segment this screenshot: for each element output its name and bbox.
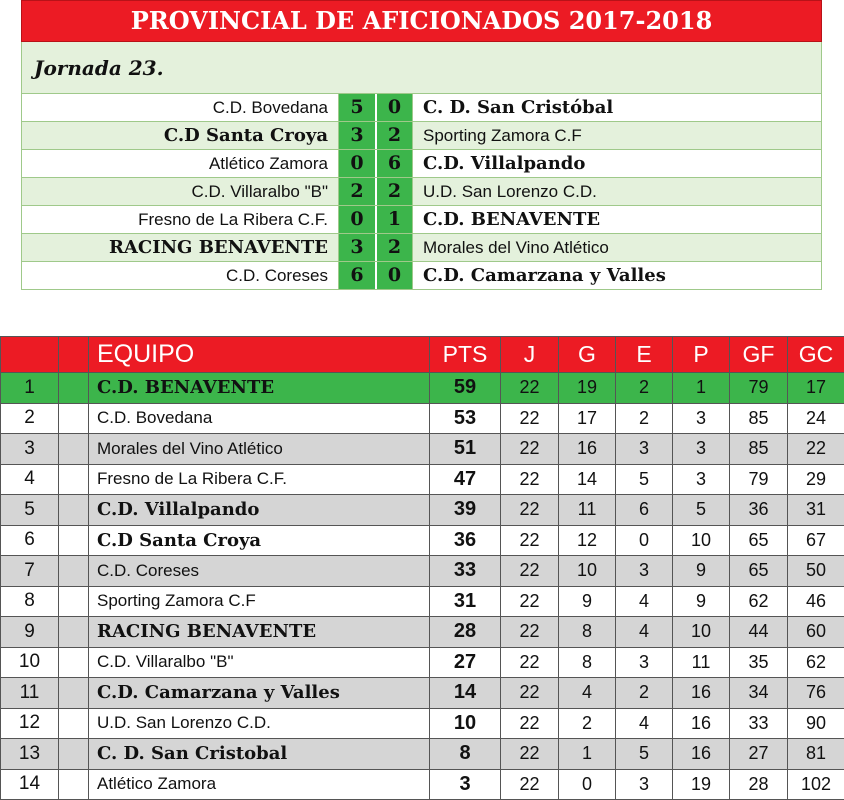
home-goals: 2	[338, 178, 375, 205]
home-goals: 3	[338, 122, 375, 149]
points-cell: 8	[430, 739, 501, 770]
match-row	[21, 234, 822, 262]
drawn-cell: 2	[616, 678, 673, 709]
won-cell: 0	[559, 769, 616, 800]
blank-cell	[59, 495, 89, 526]
away-team: C. D. San Cristóbal	[412, 94, 821, 121]
away-goals: 2	[375, 234, 412, 261]
header-e: E	[616, 337, 673, 373]
lost-cell: 5	[673, 495, 730, 526]
header-gf: GF	[730, 337, 788, 373]
away-goals: 6	[375, 150, 412, 177]
team-cell: C.D. Coreses	[89, 556, 430, 587]
table-row	[1, 769, 844, 800]
points-cell: 53	[430, 403, 501, 434]
won-cell: 2	[559, 708, 616, 739]
match-row	[21, 122, 822, 150]
drawn-cell: 3	[616, 647, 673, 678]
goals-against-cell: 31	[788, 495, 844, 526]
goals-for-cell: 62	[730, 586, 788, 617]
drawn-cell: 4	[616, 617, 673, 648]
team-cell: C.D Santa Croya	[89, 525, 430, 556]
won-cell: 12	[559, 525, 616, 556]
blank-cell	[59, 373, 89, 404]
lost-cell: 1	[673, 373, 730, 404]
away-goals: 2	[375, 122, 412, 149]
home-goals: 6	[338, 262, 375, 289]
points-cell: 39	[430, 495, 501, 526]
goals-against-cell: 67	[788, 525, 844, 556]
match-row	[21, 150, 822, 178]
position-cell: 6	[1, 525, 59, 556]
home-goals: 3	[338, 234, 375, 261]
won-cell: 8	[559, 617, 616, 648]
blank-cell	[59, 464, 89, 495]
drawn-cell: 6	[616, 495, 673, 526]
points-cell: 28	[430, 617, 501, 648]
goals-against-cell: 29	[788, 464, 844, 495]
played-cell: 22	[501, 678, 559, 709]
points-cell: 33	[430, 556, 501, 587]
home-team: Atlético Zamora	[208, 154, 328, 173]
match-list	[21, 94, 822, 290]
match-row	[21, 206, 822, 234]
played-cell: 22	[501, 373, 559, 404]
won-cell: 4	[559, 678, 616, 709]
points-cell: 36	[430, 525, 501, 556]
played-cell: 22	[501, 739, 559, 770]
home-team: Fresno de La Ribera C.F.	[138, 210, 328, 229]
drawn-cell: 2	[616, 403, 673, 434]
team-cell: C.D. Bovedana	[89, 403, 430, 434]
team-cell: C.D. Villaralbo "B"	[89, 647, 430, 678]
team-cell: C.D. BENAVENTE	[89, 373, 430, 404]
goals-against-cell: 60	[788, 617, 844, 648]
blank-cell	[59, 769, 89, 800]
team-cell: U.D. San Lorenzo C.D.	[89, 708, 430, 739]
goals-against-cell: 76	[788, 678, 844, 709]
drawn-cell: 4	[616, 586, 673, 617]
position-cell: 11	[1, 678, 59, 709]
points-cell: 51	[430, 434, 501, 465]
lost-cell: 11	[673, 647, 730, 678]
goals-for-cell: 65	[730, 525, 788, 556]
blank-cell	[59, 647, 89, 678]
lost-cell: 10	[673, 525, 730, 556]
goals-against-cell: 22	[788, 434, 844, 465]
header-team: EQUIPO	[89, 337, 430, 373]
results-panel	[21, 0, 822, 290]
home-team: C.D. Villaralbo "B"	[191, 182, 328, 201]
lost-cell: 9	[673, 586, 730, 617]
position-cell: 14	[1, 769, 59, 800]
lost-cell: 16	[673, 708, 730, 739]
played-cell: 22	[501, 708, 559, 739]
team-cell: C. D. San Cristobal	[89, 739, 430, 770]
played-cell: 22	[501, 434, 559, 465]
away-team: C.D. Villalpando	[412, 150, 821, 177]
away-goals: 0	[375, 94, 412, 121]
drawn-cell: 3	[616, 556, 673, 587]
table-row	[1, 678, 844, 709]
blank-cell	[59, 434, 89, 465]
points-cell: 3	[430, 769, 501, 800]
goals-for-cell: 27	[730, 739, 788, 770]
lost-cell: 9	[673, 556, 730, 587]
won-cell: 19	[559, 373, 616, 404]
lost-cell: 3	[673, 403, 730, 434]
won-cell: 1	[559, 739, 616, 770]
lost-cell: 3	[673, 434, 730, 465]
away-goals: 0	[375, 262, 412, 289]
home-team: C.D. Bovedana	[212, 98, 328, 117]
lost-cell: 3	[673, 464, 730, 495]
away-team: C.D. Camarzana y Valles	[412, 262, 821, 289]
goals-against-cell: 24	[788, 403, 844, 434]
table-row	[1, 586, 844, 617]
jornada-label: Jornada 23.	[21, 42, 822, 94]
position-cell: 1	[1, 373, 59, 404]
won-cell: 8	[559, 647, 616, 678]
position-cell: 7	[1, 556, 59, 587]
position-cell: 9	[1, 617, 59, 648]
drawn-cell: 4	[616, 708, 673, 739]
team-cell: Morales del Vino Atlético	[89, 434, 430, 465]
blank-cell	[59, 739, 89, 770]
points-cell: 31	[430, 586, 501, 617]
drawn-cell: 3	[616, 769, 673, 800]
drawn-cell: 0	[616, 525, 673, 556]
goals-against-cell: 50	[788, 556, 844, 587]
match-row	[21, 178, 822, 206]
away-goals: 2	[375, 178, 412, 205]
away-team: C.D. BENAVENTE	[412, 206, 821, 233]
table-row	[1, 495, 844, 526]
team-cell: C.D. Camarzana y Valles	[89, 678, 430, 709]
header-g: G	[559, 337, 616, 373]
match-row	[21, 262, 822, 290]
page-title: PROVINCIAL DE AFICIONADOS 2017-2018	[21, 0, 822, 42]
position-cell: 10	[1, 647, 59, 678]
header-p: P	[673, 337, 730, 373]
header-j: J	[501, 337, 559, 373]
goals-against-cell: 62	[788, 647, 844, 678]
blank-cell	[59, 708, 89, 739]
table-row	[1, 556, 844, 587]
home-team: C.D. Coreses	[225, 266, 328, 285]
home-team: RACING BENAVENTE	[108, 237, 328, 258]
played-cell: 22	[501, 464, 559, 495]
home-goals: 0	[338, 206, 375, 233]
blank-cell	[59, 403, 89, 434]
points-cell: 14	[430, 678, 501, 709]
drawn-cell: 2	[616, 373, 673, 404]
match-row	[21, 94, 822, 122]
goals-against-cell: 17	[788, 373, 844, 404]
blank-cell	[59, 556, 89, 587]
blank-cell	[59, 525, 89, 556]
standings-header-row	[1, 337, 844, 373]
blank-cell	[59, 678, 89, 709]
goals-for-cell: 33	[730, 708, 788, 739]
position-cell: 8	[1, 586, 59, 617]
won-cell: 16	[559, 434, 616, 465]
goals-for-cell: 85	[730, 403, 788, 434]
position-cell: 3	[1, 434, 59, 465]
points-cell: 27	[430, 647, 501, 678]
position-cell: 5	[1, 495, 59, 526]
away-goals: 1	[375, 206, 412, 233]
goals-for-cell: 35	[730, 647, 788, 678]
played-cell: 22	[501, 617, 559, 648]
position-cell: 12	[1, 708, 59, 739]
goals-for-cell: 85	[730, 434, 788, 465]
drawn-cell: 5	[616, 739, 673, 770]
home-team: C.D Santa Croya	[163, 125, 328, 146]
header-pos	[1, 337, 59, 373]
goals-for-cell: 44	[730, 617, 788, 648]
goals-for-cell: 36	[730, 495, 788, 526]
blank-cell	[59, 617, 89, 648]
team-cell: Atlético Zamora	[89, 769, 430, 800]
goals-against-cell: 90	[788, 708, 844, 739]
played-cell: 22	[501, 586, 559, 617]
standings-body	[1, 373, 844, 800]
position-cell: 2	[1, 403, 59, 434]
team-cell: Fresno de La Ribera C.F.	[89, 464, 430, 495]
home-goals: 5	[338, 94, 375, 121]
lost-cell: 16	[673, 739, 730, 770]
points-cell: 59	[430, 373, 501, 404]
team-cell: Sporting Zamora C.F	[89, 586, 430, 617]
table-row	[1, 434, 844, 465]
position-cell: 13	[1, 739, 59, 770]
played-cell: 22	[501, 403, 559, 434]
lost-cell: 16	[673, 678, 730, 709]
table-row	[1, 708, 844, 739]
position-cell: 4	[1, 464, 59, 495]
played-cell: 22	[501, 769, 559, 800]
header-gc: GC	[788, 337, 844, 373]
lost-cell: 19	[673, 769, 730, 800]
drawn-cell: 5	[616, 464, 673, 495]
goals-for-cell: 34	[730, 678, 788, 709]
played-cell: 22	[501, 647, 559, 678]
team-cell: C.D. Villalpando	[89, 495, 430, 526]
table-row	[1, 525, 844, 556]
goals-for-cell: 79	[730, 464, 788, 495]
goals-against-cell: 46	[788, 586, 844, 617]
goals-for-cell: 79	[730, 373, 788, 404]
goals-against-cell: 81	[788, 739, 844, 770]
goals-for-cell: 28	[730, 769, 788, 800]
home-goals: 0	[338, 150, 375, 177]
points-cell: 10	[430, 708, 501, 739]
won-cell: 14	[559, 464, 616, 495]
blank-cell	[59, 586, 89, 617]
points-cell: 47	[430, 464, 501, 495]
goals-against-cell: 102	[788, 769, 844, 800]
won-cell: 17	[559, 403, 616, 434]
table-row	[1, 373, 844, 404]
played-cell: 22	[501, 525, 559, 556]
lost-cell: 10	[673, 617, 730, 648]
table-row	[1, 739, 844, 770]
standings-table	[0, 336, 844, 800]
header-blank	[59, 337, 89, 373]
table-row	[1, 403, 844, 434]
table-row	[1, 464, 844, 495]
won-cell: 10	[559, 556, 616, 587]
table-row	[1, 647, 844, 678]
played-cell: 22	[501, 556, 559, 587]
won-cell: 9	[559, 586, 616, 617]
table-row	[1, 617, 844, 648]
away-team: Sporting Zamora C.F	[412, 122, 821, 149]
drawn-cell: 3	[616, 434, 673, 465]
away-team: Morales del Vino Atlético	[412, 234, 821, 261]
goals-for-cell: 65	[730, 556, 788, 587]
away-team: U.D. San Lorenzo C.D.	[412, 178, 821, 205]
header-pts: PTS	[430, 337, 501, 373]
team-cell: RACING BENAVENTE	[89, 617, 430, 648]
played-cell: 22	[501, 495, 559, 526]
won-cell: 11	[559, 495, 616, 526]
